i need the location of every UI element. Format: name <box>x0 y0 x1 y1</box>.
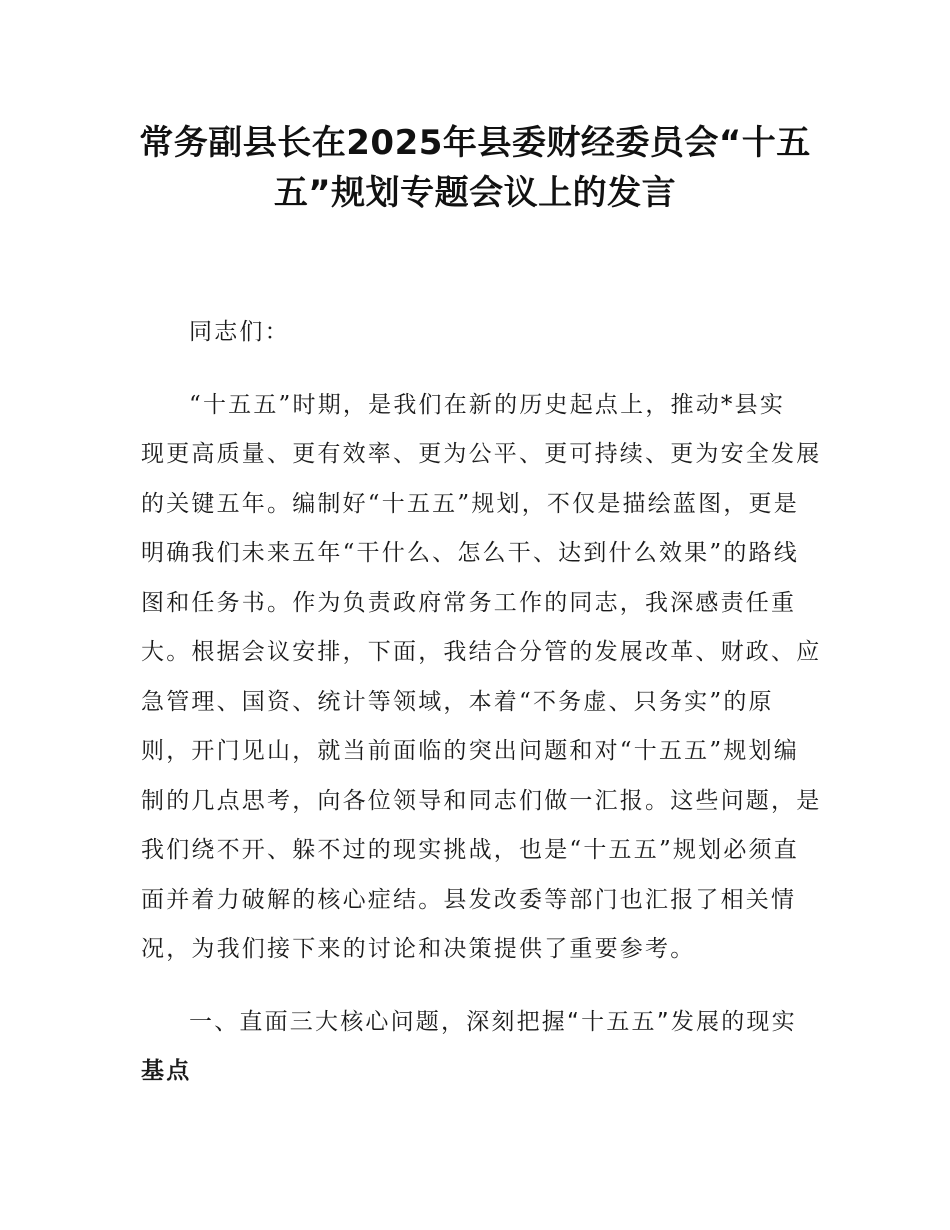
paragraph-line: 则，开门见山，就当前面临的突出问题和对“十五五”规划编 <box>141 738 799 764</box>
document-body <box>141 308 822 1097</box>
salutation: 同志们： <box>189 319 290 345</box>
paragraph-1 <box>141 381 822 975</box>
paragraph-line: 的关键五年。编制好“十五五”规划，不仅是描绘蓝图，更是 <box>141 490 799 517</box>
paragraph-line: 我们绕不开、躲不过的现实挑战，也是“十五五”规划必须直 <box>141 837 799 863</box>
document-title <box>120 118 830 218</box>
paragraph-line: 明确我们未来五年“干什么、怎么干、达到什么效果”的路线 <box>141 540 799 566</box>
title-line-2: 五”规划专题会议上的发言 <box>273 173 677 213</box>
section-heading-1 <box>141 998 811 1097</box>
paragraph-line: 现更高质量、更有效率、更为公平、更可持续、更为安全发展 <box>141 441 822 467</box>
paragraph-line: 制的几点思考，向各位领导和同志们做一汇报。这些问题，是 <box>141 787 822 814</box>
paragraph-line: 图和任务书。作为负责政府常务工作的同志，我深感责任重 <box>141 589 797 616</box>
paragraph-line: 面并着力破解的核心症结。县发改委等部门也汇报了相关情 <box>141 886 797 913</box>
paragraph-line: 大。根据会议安排，下面，我结合分管的发展改革、财政、应 <box>141 639 822 665</box>
section-heading-line: 一、直面三大核心问题，深刻把握“十五五”发展的现实 <box>189 1008 797 1035</box>
paragraph-line: 况，为我们接下来的讨论和决策提供了重要参考。 <box>141 936 696 962</box>
paragraph-line: 急管理、国资、统计等领域，本着“不务虚、只务实”的原 <box>141 688 774 715</box>
title-line-1: 常务副县长在2025年县委财经委员会“十五 <box>139 123 811 163</box>
paragraph-line: “十五五”时期，是我们在新的历史起点上，推动*县实 <box>189 391 786 418</box>
section-heading-line: 基点 <box>141 1058 192 1084</box>
